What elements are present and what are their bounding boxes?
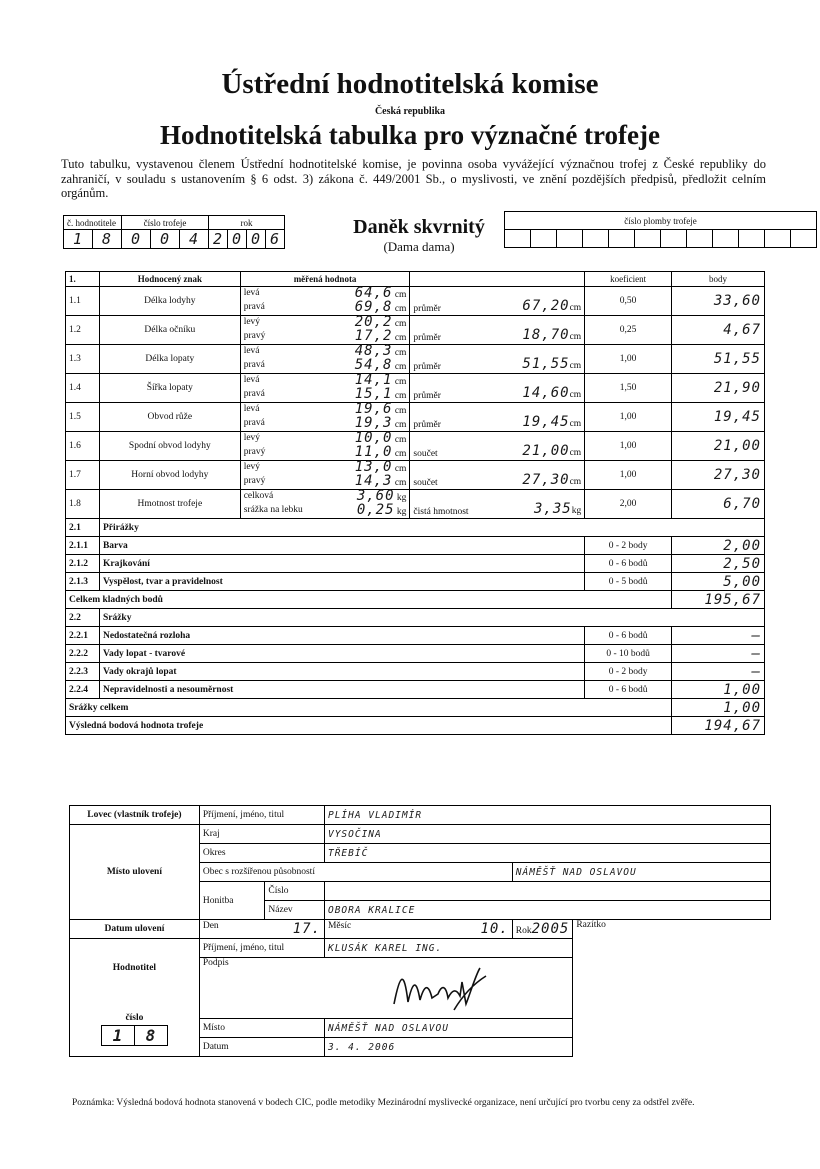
measurement-name: Horní obvod lodyhy [99,461,240,490]
penalty-row-number: 2.2.3 [66,663,100,681]
points-value[interactable]: 27,30 [672,461,765,490]
penalty-row-name: Vady okrajů lopat [99,663,584,681]
unit-label: cm [394,319,407,329]
signature-graphic [390,964,500,1016]
aggregate-cell [410,345,585,374]
hunter-table [69,805,771,1057]
measurement-number: 1.7 [66,461,100,490]
seal-cell[interactable] [765,230,791,248]
aggregate-value[interactable]: 3,35 [533,501,572,517]
aggregate-cell [410,490,585,519]
measured-value[interactable]: 10,0 [354,430,393,446]
col-measured-header: měřená hodnota [240,272,410,287]
intro-text: Tuto tabulku, vystavenou členem Ústřední hodnotitelské komise, je povinna osoba vyvážející význačnou trofej z České republiky do zahraničí, v souladu s ustanovením § 6 odst. 3) zákona č. 449/2001 Sb., o myslivosti, ve znění pozdějších předpisů, předložit celním orgánům. [61,157,766,200]
side-label: levá [243,375,260,385]
measurement-name: Spodní obvod lodyhy [99,432,240,461]
coefficient-value: 1,00 [585,461,672,490]
unit-label: cm [394,333,407,343]
measured-value[interactable]: 14,1 [354,372,393,388]
year-digit[interactable]: 6 [266,230,285,249]
bonus-row-range: 0 - 2 body [585,537,672,555]
evaluation-table [65,271,765,735]
aggregate-value[interactable]: 19,45 [522,414,570,430]
aggregate-label: čistá hmotnost [413,507,469,517]
evaluator-number-digit[interactable]: 8 [145,1026,157,1045]
penalty-row-number: 2.2.4 [66,681,100,699]
aggregate-cell [410,316,585,345]
col-aggregate-header [410,272,585,287]
seal-cell[interactable] [739,230,765,248]
bonus-row [66,573,765,591]
result-label: Výsledná bodová hodnota trofeje [66,717,672,735]
measured-values [240,345,410,374]
penalty-row-range: 0 - 6 bodů [585,681,672,699]
side-label: pravý [243,331,266,341]
evaluator-number-label: č. hodnotitele [64,216,122,230]
year-label-field: Rok [515,926,532,936]
month-cell[interactable] [324,920,512,939]
region-field[interactable]: VYSOČINA [324,825,770,844]
coefficient-value: 0,50 [585,287,672,316]
district-label: Okres [199,844,324,863]
bonus-total-value[interactable]: 195,67 [672,591,765,609]
aggregate-value[interactable]: 18,70 [522,327,570,343]
aggregate-label: součet [413,478,438,488]
measurement-row [66,345,765,374]
unit-label: kg [396,507,407,517]
measurement-row [66,461,765,490]
side-label: pravý [243,447,266,457]
unit-label: cm [394,391,407,401]
seal-cell[interactable] [505,230,531,248]
measurement-row [66,403,765,432]
measurement-number: 1.5 [66,403,100,432]
stamp-label: Razítko [576,920,606,930]
side-label: srážka na lebku [243,505,303,515]
aggregate-value[interactable]: 51,55 [522,356,570,372]
evaluator-number-digit[interactable]: 1 [102,1026,135,1045]
aggregate-unit: cm [569,303,582,313]
municipality-label: Obec s rozšířenou působností [199,863,512,882]
species-name: Daněk skvrnitý [353,216,485,238]
seal-number-label: číslo plomby trofeje [505,212,817,230]
measured-values [240,374,410,403]
aggregate-unit: cm [569,477,582,487]
evaluator-name-label: Příjmení, jméno, titul [199,939,324,958]
region-label: Kraj [199,825,324,844]
owner-name-label: Příjmení, jméno, titul [199,806,324,825]
unit-label: cm [394,449,407,459]
seal-cell[interactable] [661,230,687,248]
unit-label: cm [394,406,407,416]
seal-cell[interactable] [791,230,817,248]
form-subtitle: Hodnotitelská tabulka pro význačné trofeje [159,120,660,150]
municipality-field[interactable]: NÁMĚŠŤ NAD OSLAVOU [512,863,770,882]
penalty-row-name: Nepravidelnosti a nesouměrnost [99,681,584,699]
side-label: levý [243,433,261,443]
measurement-number: 1.4 [66,374,100,403]
measurement-name: Obvod růže [99,403,240,432]
ground-name-field[interactable]: OBORA KRALICE [324,901,770,920]
points-value[interactable]: 21,00 [672,432,765,461]
bonus-row [66,555,765,573]
bonus-row-name: Barva [99,537,584,555]
col-points-header: body [672,272,765,287]
col-number-header: 1. [66,272,100,287]
coefficient-value: 0,25 [585,316,672,345]
measurement-name: Délka lopaty [99,345,240,374]
measured-value[interactable]: 0,25 [356,502,395,518]
penalty-total-value[interactable]: 1,00 [672,699,765,717]
bonus-row-range: 0 - 5 bodů [585,573,672,591]
coefficient-value: 2,00 [585,490,672,519]
measurement-number: 1.2 [66,316,100,345]
bonus-row-name: Vyspělost, tvar a pravidelnost [99,573,584,591]
bonus-row-number: 2.1.3 [66,573,100,591]
bonus-row-number: 2.1.1 [66,537,100,555]
measured-values [240,432,410,461]
measurement-row [66,316,765,345]
evaluator-date-label: Datum [199,1038,324,1057]
measured-value[interactable]: 15,1 [354,386,393,402]
measured-values [240,461,410,490]
measured-values [240,490,410,519]
bonus-total-label: Celkem kladných bodů [66,591,672,609]
points-value[interactable]: 6,70 [672,490,765,519]
trophy-digit[interactable]: 0 [122,230,151,249]
species-latin: (Dama dama) [383,239,455,254]
aggregate-cell [410,432,585,461]
measurement-row [66,490,765,519]
penalty-row-points[interactable]: – [672,663,765,681]
evaluator-label: Hodnotitel [112,963,157,973]
measured-value[interactable]: 48,3 [354,343,393,359]
year-label: rok [209,216,285,230]
evaluator-date-field[interactable]: 3. 4. 2006 [324,1038,572,1057]
coefficient-value: 1,50 [585,374,672,403]
penalty-row-name: Nedostatečná rozloha [99,627,584,645]
species-block [340,216,498,255]
bonus-row [66,537,765,555]
aggregate-value[interactable]: 21,00 [522,443,570,459]
aggregate-unit: kg [571,506,582,516]
unit-label: cm [394,464,407,474]
year-field[interactable]: 2005 [531,921,570,937]
side-label: levá [243,346,260,356]
footnote: Poznámka: Výsledná bodová hodnota stanovená v bodech CIC, podle metodiky Mezinárodní myslivecké organizace, není určující pro tvorbu ceny za odstřel zvěře. [72,1098,695,1108]
hunting-ground-label: Honitba [199,882,265,920]
stamp-cell [573,920,771,1057]
signature-label: Podpis [202,958,229,968]
side-label: levá [243,404,260,414]
penalty-row-points[interactable]: – [672,645,765,663]
penalty-row [66,627,765,645]
page-title: Ústřední hodnotitelská komise [221,68,599,100]
points-value[interactable]: 33,60 [672,287,765,316]
day-field[interactable]: 17. [292,921,321,937]
measured-value[interactable]: 20,2 [354,314,393,330]
signature-cell[interactable] [199,958,572,1019]
evaluator-number-box [101,1025,168,1046]
seal-cell[interactable] [609,230,635,248]
measurement-number: 1.8 [66,490,100,519]
points-value[interactable]: 19,45 [672,403,765,432]
penalty-row-range: 0 - 10 bodů [585,645,672,663]
side-label: levý [243,317,261,327]
seal-cell[interactable] [687,230,713,248]
seal-cell[interactable] [531,230,557,248]
aggregate-unit: cm [569,332,582,342]
penalty-row-number: 2.2.1 [66,627,100,645]
seal-cell[interactable] [635,230,661,248]
aggregate-cell [410,461,585,490]
bonus-row-points[interactable]: 2,50 [672,555,765,573]
place-label: Místo ulovení [70,825,200,920]
penalty-row-number: 2.2.2 [66,645,100,663]
measured-values [240,403,410,432]
measurement-name: Délka lodyhy [99,287,240,316]
measured-value[interactable]: 54,8 [354,357,393,373]
aggregate-cell [410,374,585,403]
col-trait-header: Hodnocený znak [99,272,240,287]
measured-values [240,316,410,345]
penalty-row-points[interactable]: – [672,627,765,645]
coefficient-value: 1,00 [585,345,672,374]
country-label: Česká republika [374,106,446,117]
unit-label: cm [394,478,407,488]
penalty-row-range: 0 - 6 bodů [585,627,672,645]
penalty-row-name: Vady lopat - tvarové [99,645,584,663]
measured-value[interactable]: 19,3 [354,415,393,431]
seal-cell[interactable] [713,230,739,248]
ground-number-label: Číslo [265,882,325,901]
aggregate-unit: cm [569,419,582,429]
side-label: celková [243,491,274,501]
owner-label: Lovec (vlastník trofeje) [70,806,200,825]
year-cell[interactable] [512,920,573,939]
measured-value[interactable]: 17,2 [354,328,393,344]
measurement-name: Délka očníku [99,316,240,345]
measurement-name: Šířka lopaty [99,374,240,403]
unit-label: cm [394,362,407,372]
coefficient-value: 1,00 [585,403,672,432]
measurement-number: 1.6 [66,432,100,461]
side-label: levý [243,462,261,472]
ground-name-label: Název [265,901,325,920]
aggregate-unit: cm [569,361,582,371]
measured-value[interactable]: 11,0 [354,444,393,460]
measurement-row [66,374,765,403]
unit-label: cm [394,435,407,445]
unit-label: cm [394,420,407,430]
aggregate-label: součet [413,449,438,459]
evaluator-number-caption: číslo [125,1013,144,1023]
penalty-row-points[interactable]: 1,00 [672,681,765,699]
district-field[interactable]: TŘEBÍČ [324,844,770,863]
evaluator-block [70,939,200,1057]
side-label: pravá [243,360,265,370]
measurement-number: 1.3 [66,345,100,374]
bonus-row-name: Krajkování [99,555,584,573]
aggregate-label: průměr [413,362,441,372]
measured-value[interactable]: 3,60 [356,488,395,504]
evaluator-place-field[interactable]: NÁMĚŠŤ NAD OSLAVOU [324,1019,572,1038]
aggregate-label: průměr [413,391,441,401]
date-label: Datum ulovení [70,920,200,939]
bonus-row-range: 0 - 6 bodů [585,555,672,573]
unit-label: cm [394,304,407,314]
measured-value[interactable]: 14,3 [354,473,393,489]
side-label: pravá [243,418,265,428]
day-label: Den [202,921,219,931]
seal-cell[interactable] [557,230,583,248]
penalty-total-label: Srážky celkem [66,699,672,717]
measured-value[interactable]: 64,6 [354,285,393,301]
measured-value[interactable]: 13,0 [354,459,393,475]
coefficient-value: 1,00 [585,432,672,461]
aggregate-value[interactable]: 67,20 [522,298,570,314]
penalty-row [66,681,765,699]
aggregate-label: průměr [413,304,441,314]
result-value[interactable]: 194,67 [672,717,765,735]
year-digit[interactable]: 0 [247,230,266,249]
aggregate-label: průměr [413,420,441,430]
unit-label: cm [394,348,407,358]
bonus-row-points[interactable]: 5,00 [672,573,765,591]
side-label: pravá [243,302,265,312]
unit-label: cm [394,377,407,387]
year-digit[interactable]: 2 [209,230,228,249]
evaluator-digit[interactable]: 1 [64,230,93,249]
id-table [63,215,285,249]
aggregate-value[interactable]: 27,30 [522,472,570,488]
evaluator-place-label: Místo [199,1019,324,1038]
side-label: pravý [243,476,266,486]
month-field[interactable]: 10. [480,921,509,937]
bonus-row-points[interactable]: 2,00 [672,537,765,555]
measurement-row [66,287,765,316]
trophy-digit[interactable]: 0 [151,230,180,249]
seal-cell[interactable] [583,230,609,248]
measured-value[interactable]: 69,8 [354,299,393,315]
trophy-number-label: číslo trofeje [122,216,209,230]
aggregate-label: průměr [413,333,441,343]
measured-value[interactable]: 19,6 [354,401,393,417]
evaluator-name-field[interactable]: KLUSÁK KAREL ING. [324,939,572,958]
day-cell[interactable] [199,920,324,939]
penalty-row [66,645,765,663]
measured-values [240,287,410,316]
aggregate-value[interactable]: 14,60 [522,385,570,401]
measurement-name: Hmotnost trofeje [99,490,240,519]
trophy-digit[interactable]: 4 [180,230,209,249]
bonus-section-label: Přirážky [99,519,764,537]
points-value[interactable]: 21,90 [672,374,765,403]
owner-name-field[interactable]: PLÍHA VLADIMÍR [324,806,770,825]
side-label: levá [243,288,260,298]
penalty-section-number: 2.2 [66,609,100,627]
aggregate-unit: cm [569,448,582,458]
unit-label: kg [396,493,407,503]
penalty-section-label: Srážky [99,609,764,627]
bonus-section-number: 2.1 [66,519,100,537]
evaluator-digit[interactable]: 8 [93,230,122,249]
aggregate-unit: cm [569,390,582,400]
bonus-row-number: 2.1.2 [66,555,100,573]
col-coefficient-header: koeficient [585,272,672,287]
ground-number-field[interactable] [324,882,770,901]
aggregate-cell [410,287,585,316]
points-value[interactable]: 51,55 [672,345,765,374]
measurement-row [66,432,765,461]
month-label: Měsíc [327,921,352,931]
unit-label: cm [394,290,407,300]
penalty-row [66,663,765,681]
points-value[interactable]: 4,67 [672,316,765,345]
side-label: pravá [243,389,265,399]
measurement-number: 1.1 [66,287,100,316]
seal-number-table [504,211,817,248]
year-digit[interactable]: 0 [228,230,247,249]
penalty-row-range: 0 - 2 body [585,663,672,681]
aggregate-cell [410,403,585,432]
